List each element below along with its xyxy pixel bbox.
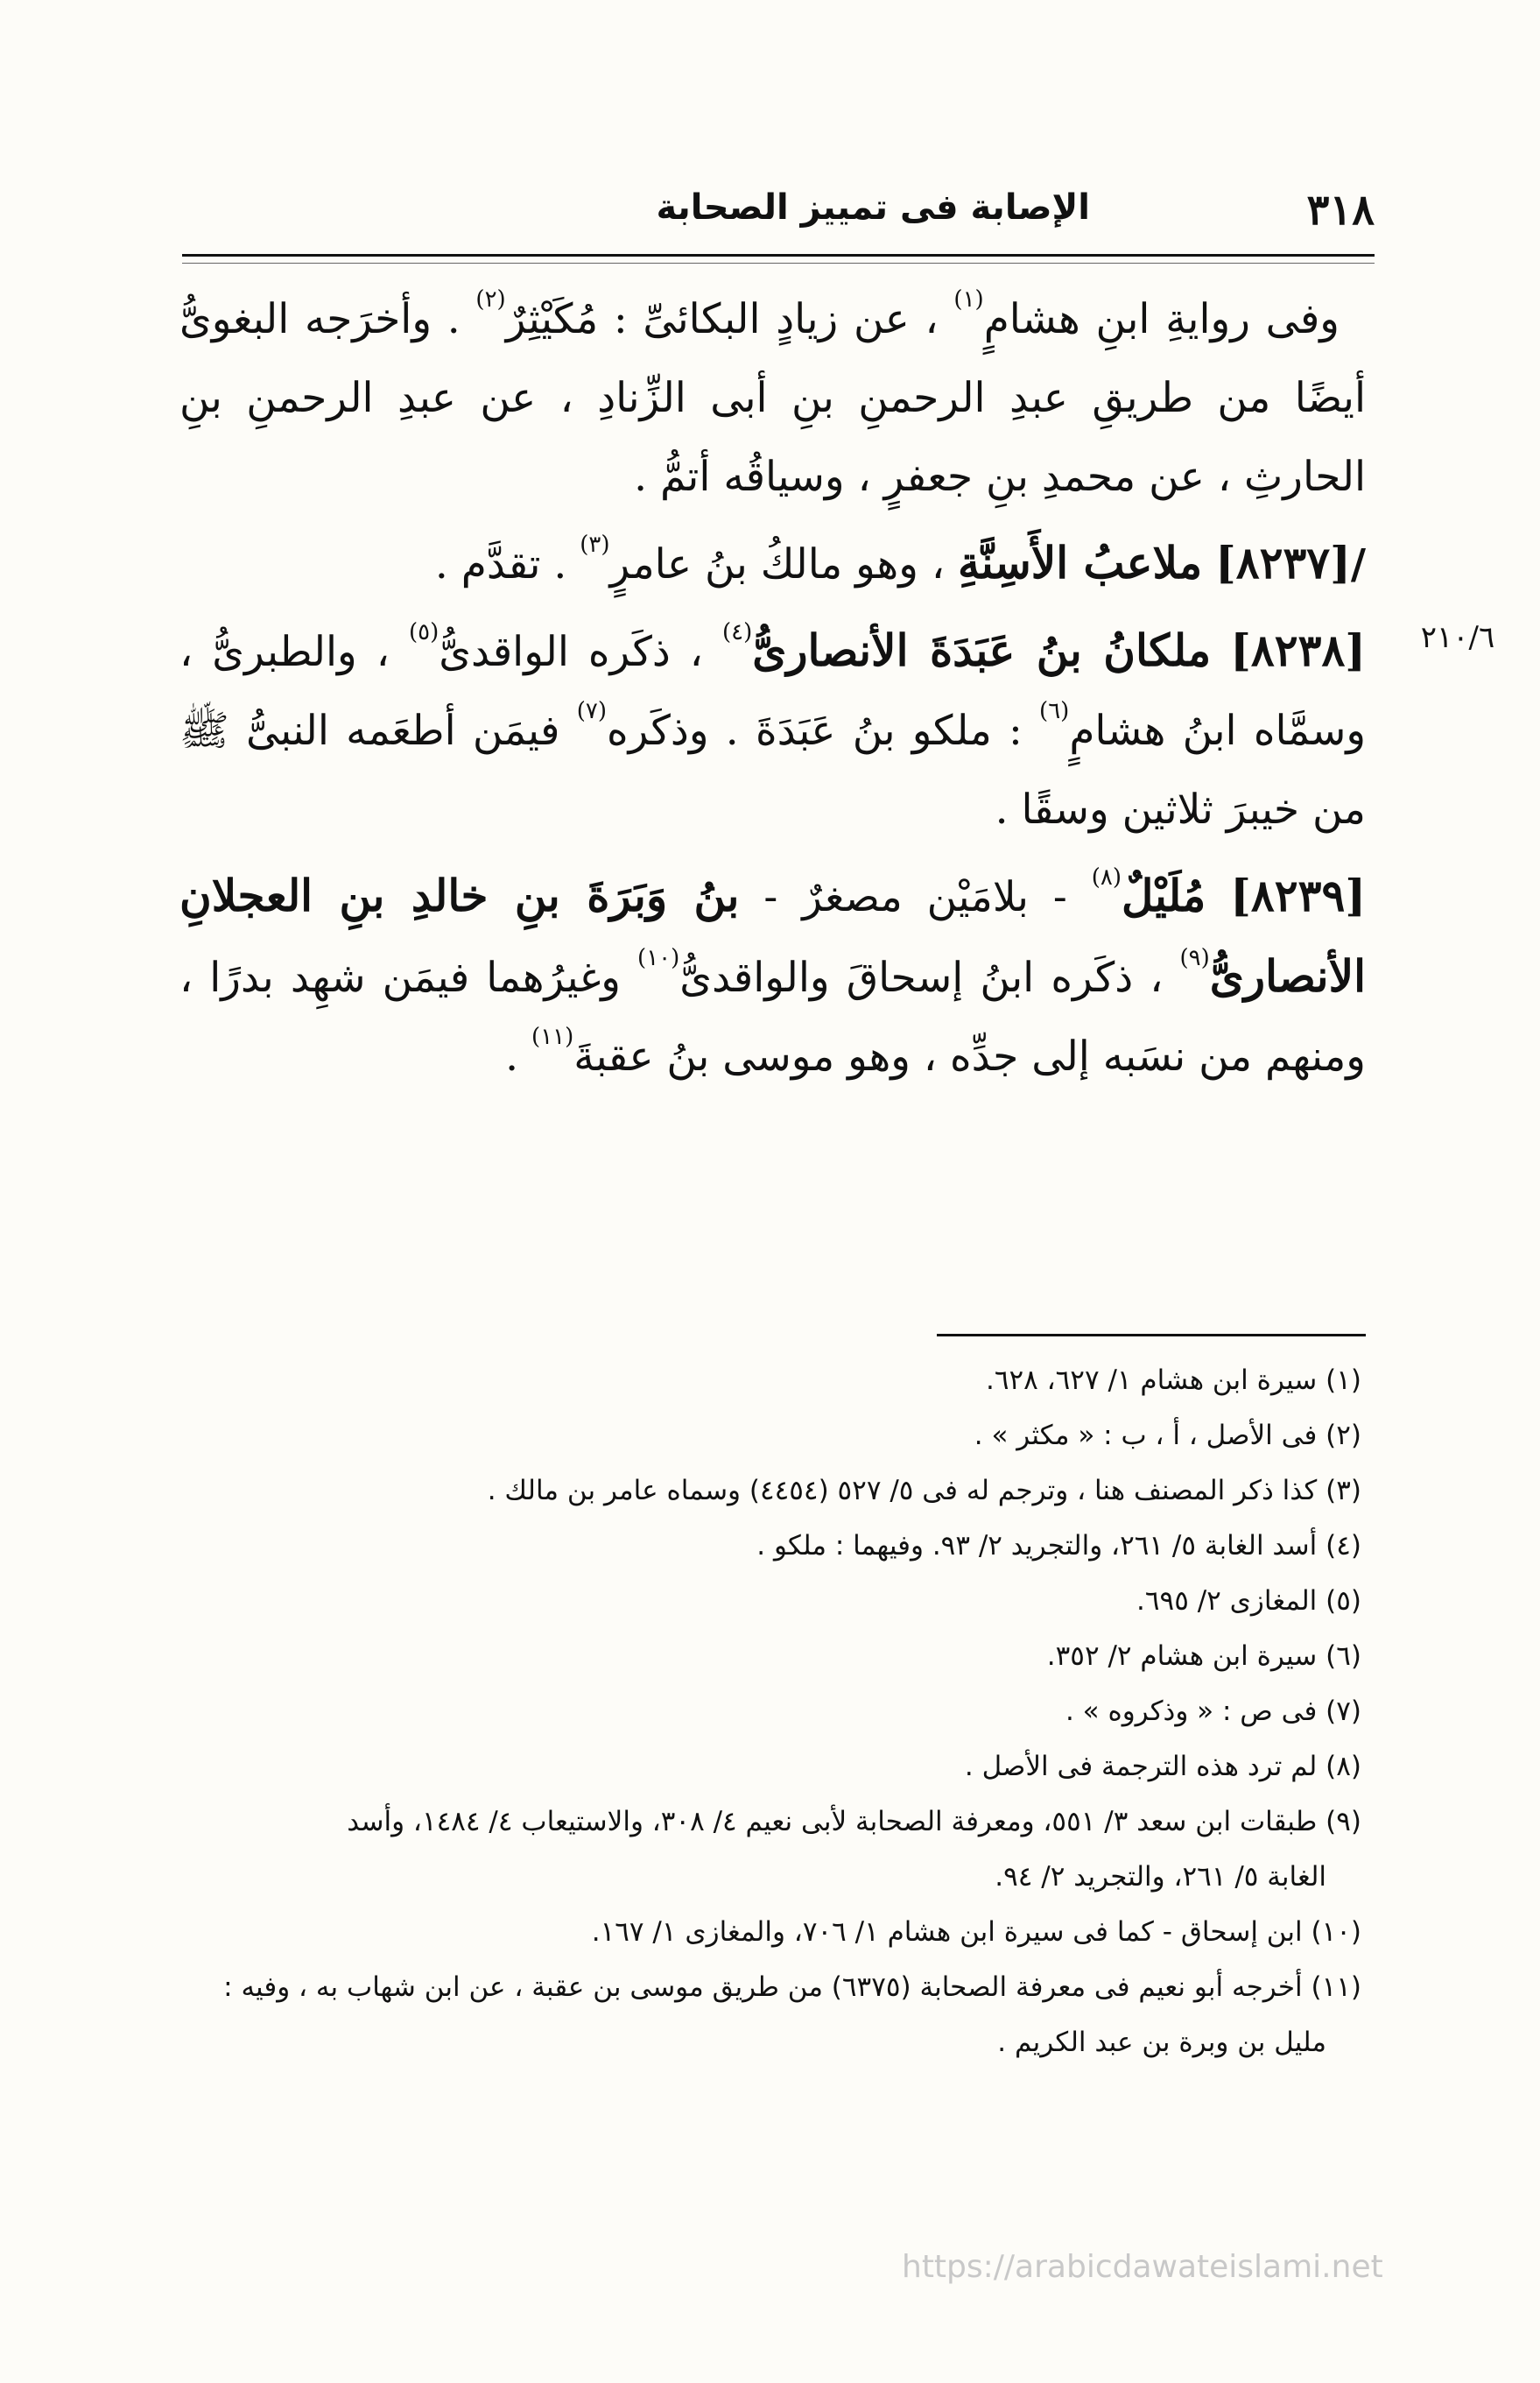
page-number: ٣١٨ [1306,186,1375,235]
entry-name: ملكانُ بنُ عَبَدَةَ الأنصارىُّ [752,624,1212,676]
footnote-item: (١٠) ابن إسحاق - كما فى سيرة ابن هشام ١/ ٧٠٦، والمغازى ١/ ١٦٧. [591,1916,1361,1948]
footnote-marker[interactable]: (١) [953,286,984,313]
footnote-marker[interactable]: (٧) [576,698,607,724]
footnote-marker[interactable]: (٩) [1179,945,1210,971]
entry-lineage: بنُ وَبَرَةَ بنِ خالدِ بنِ العجلانِ الأنصارىُّ [179,870,1366,1002]
footnote-item: (١١) أخرجه أبو نعيم فى معرفة الصحابة (٦٣٧٥) من طريق موسى بن عقبة ، عن ابن شهاب به ، وفيه : [223,1971,1361,2003]
footnote-marker[interactable]: (١١) [531,1024,574,1050]
watermark-url: https://arabicdawateislami.net [902,2249,1383,2285]
footnotes [175,1353,1361,2070]
footnote-continuation: الغابة ٥/ ٢٦١، والتجريد ٢/ ٩٤. [995,1861,1326,1893]
entry-number: [٨٢٣٨] [1230,624,1366,676]
page-break-marker: / [1350,540,1366,589]
main-text [179,280,1366,1096]
header-rule-thin [182,263,1375,264]
footnote-separator [937,1334,1366,1336]
footnote-item: (٣) كذا ذكر المصنف هنا ، وترجم له فى ٥/ ٥٢٧ (٤٤٥٤) وسماه عامر بن مالك . [487,1475,1361,1506]
footnote-item: (١) سيرة ابن هشام ١/ ٦٢٧، ٦٢٨. [985,1364,1361,1396]
text-run: ، والطبرىُّ ، وسمَّاه ابنُ هشامٍ [179,628,1367,755]
text-run: ، عن زيادٍ البكائىِّ : مُكَيْثِرٌ [505,295,939,343]
paragraph [179,280,1366,517]
footnote-continuation: مليل بن وبرة بن عبد الكريم . [997,2027,1326,2058]
text-run: وفى روايةِ ابنِ هشامٍ [983,295,1340,343]
biography-entry-8237 [179,524,1366,604]
footnote-item: (٨) لم ترد هذه الترجمة فى الأصل . [964,1751,1361,1782]
entry-name: مُلَيْلٌ [1121,870,1206,921]
text-run: . وأخرَجه البغوىُّ أيضًا من طريقِ عبدِ الرحمنِ بنِ أبى الزِّنادِ ، عن عبدِ الرحمنِ بنِ الحارثِ ، عن محمدِ بنِ جعفرٍ ، وسياقُه أتمُّ . [179,295,1366,501]
footnote-marker[interactable]: (٦) [1039,698,1070,724]
text-run: . تقدَّم . [434,540,567,589]
footnote-marker[interactable]: (٣) [580,532,610,558]
footnote-marker[interactable]: (٨) [1091,864,1122,891]
text-run: ، ذكَره الواقدىُّ [439,628,703,676]
page-header [175,175,1375,236]
footnote-item: (٦) سيرة ابن هشام ٢/ ٣٥٢. [1046,1640,1361,1672]
footnote-item: (٤) أسد الغابة ٥/ ٢٦١، والتجريد ٢/ ٩٣. وفيهما : ملكو . [756,1530,1361,1562]
entry-number: [٨٢٣٧] [1215,537,1351,589]
footnote-item: (٧) فى ص : « وذكروه » . [1065,1696,1361,1727]
footnote-item: (٩) طبقات ابن سعد ٣/ ٥٥١، ومعرفة الصحابة لأبى نعيم ٤/ ٣٠٨، والاستيعاب ٤/ ١٤٨٤، وأسد [347,1806,1361,1837]
footnote-marker[interactable]: (٥) [408,619,439,645]
biography-entry-8238 [179,611,1366,850]
biography-entry-8239 [179,857,1366,1096]
text-run: وغيرُهما فيمَن شهِد بدرًا ، ومنهم من نسَبه إلى جدِّه ، وهو موسى بنُ عقبةَ [179,954,1366,1081]
footnote-marker[interactable]: (١٠) [637,945,680,971]
text-run: ، ذكَره ابنُ إسحاقَ والواقدىُّ [679,954,1164,1002]
entry-name: ملاعبُ الأَسِنَّةِ [957,537,1203,589]
footnote-item: (٥) المغازى ٢/ ٦٩٥. [1136,1585,1361,1617]
footnote-marker[interactable]: (٢) [475,286,506,313]
text-run: - بلامَيْن مصغرٌ - [763,873,1067,921]
text-run: ، وهو مالكُ بنُ عامرٍ [609,540,945,589]
running-title: الإصابة فى تمييز الصحابة [656,187,1090,228]
margin-reference: ٢١٠/٦ [1420,620,1495,655]
text-run: . [505,1033,519,1081]
text-run: : ملكو بنُ عَبَدَةَ . وذكَره [607,707,1023,755]
footnote-marker[interactable]: (٤) [721,619,753,645]
header-rule [182,254,1375,257]
footnote-item: (٢) فى الأصل ، أ ، ب : « مكثر » . [974,1420,1361,1451]
entry-number: [٨٢٣٩] [1230,870,1366,921]
text-run: فيمَن أطعَمه النبىُّ ﷺ من خيبرَ ثلاثين وسقًا . [179,707,1366,834]
